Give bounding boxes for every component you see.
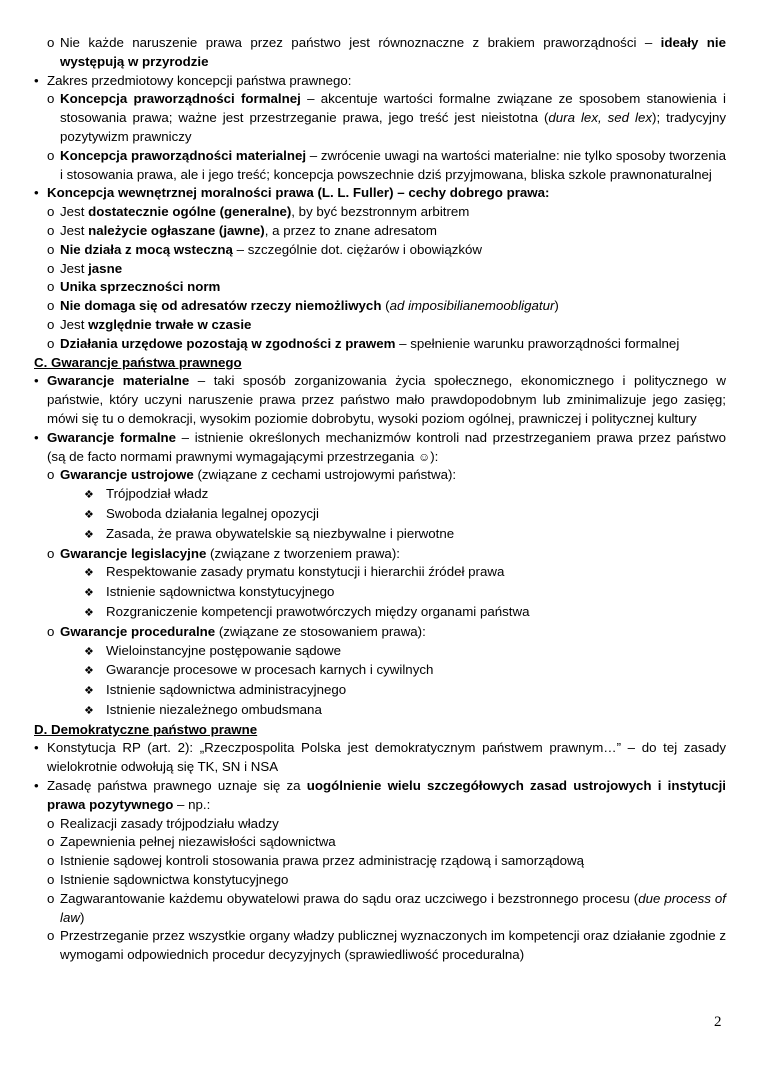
circle-bullet-icon: o	[47, 260, 55, 276]
circle-bullet-icon: o	[47, 890, 55, 906]
text-run: Swoboda działania legalnej opozycji	[106, 505, 319, 521]
diamond-item	[34, 505, 726, 525]
bullet-icon: •	[34, 429, 39, 445]
diamond-item	[34, 563, 726, 583]
text-run: )	[554, 298, 559, 314]
diamond-bullet-icon: ❖	[84, 489, 94, 502]
circle-bullet-icon: o	[47, 147, 55, 163]
diamond-bullet-icon: ❖	[84, 587, 94, 600]
bullet-icon: •	[34, 778, 39, 794]
diamond-item	[34, 681, 726, 701]
text-run: – akcentuje wartości formalne związane ze sposobem stanowienia i stosowania prawa; ważne jest przestrzeganie prawa, jego treść jest nieistotna (	[60, 91, 726, 126]
sub-item	[34, 297, 726, 316]
diamond-bullet-icon: ❖	[84, 704, 94, 717]
text-run: Istnienie sądownictwa administracyjnego	[106, 682, 347, 698]
text-run: Zasada, że prawa obywatelskie są niezbywalne i pierwotne	[106, 525, 455, 541]
text-run: Jest	[60, 204, 89, 220]
text-run: Przestrzeganie przez wszystkie organy władzy publicznej wyznaczonych im kompetencji oraz działanie zgodnie z wymogami odpowiednich procedur decyzyjnych (sprawiedliwość proceduralna)	[60, 928, 726, 963]
text-run: Wieloinstancyjne postępowanie sądowe	[106, 642, 342, 658]
sub-item	[34, 890, 726, 928]
text-run: D. Demokratyczne państwo prawne	[34, 721, 258, 737]
text-run: Istnienie sądowej kontroli stosowania prawa przez administrację rządową i samorządową	[60, 853, 584, 869]
text-run: Respektowanie zasady prymatu konstytucji i hierarchii źródeł prawa	[106, 564, 505, 580]
diamond-item	[34, 701, 726, 721]
bullet-icon: •	[34, 185, 39, 201]
bullet-item	[34, 739, 726, 777]
bullet-icon: •	[34, 373, 39, 389]
diamond-bullet-icon: ❖	[84, 606, 94, 619]
text-run: Gwarancje formalne	[47, 429, 177, 445]
circle-bullet-icon: o	[47, 279, 55, 295]
circle-bullet-icon: o	[47, 872, 55, 888]
text-run: (związane z cechami ustrojowymi państwa):	[193, 467, 457, 483]
text-run: – istnienie określonych mechanizmów kontroli nad przestrzeganiem prawa przez państwo (są de facto normami prawnymi wymagającymi przestrzegania	[47, 429, 727, 464]
circle-bullet-icon: o	[47, 35, 55, 50]
diamond-item	[34, 661, 726, 681]
text-run: Gwarancje ustrojowe	[60, 467, 194, 483]
bullet-item	[34, 777, 726, 815]
bullet-icon: •	[34, 740, 39, 756]
text-run: Jest	[60, 316, 89, 332]
sub-item	[34, 623, 726, 642]
sub-item	[34, 871, 726, 890]
text-run: Działania urzędowe pozostają w zgodności z prawem	[60, 335, 396, 351]
sub-item	[34, 260, 726, 279]
text-run: ad imposibilianemoobligatur	[389, 298, 555, 314]
diamond-bullet-icon: ❖	[84, 528, 94, 541]
page-number: 2	[714, 1014, 722, 1030]
text-run: Zapewnienia pełnej niezawisłości sądownictwa	[60, 834, 336, 850]
sub-item	[34, 316, 726, 335]
text-run: – zwrócenie uwagi na wartości materialne: nie tylko sposoby tworzenia i stosowania prawa, ale i jego treść; koncepcja powszechnie dziś przyjmowana, bliska szkole prawnonaturalnej	[60, 147, 726, 182]
section-heading	[34, 721, 726, 740]
sub-item	[34, 335, 726, 354]
circle-bullet-icon: o	[47, 545, 55, 561]
circle-bullet-icon: o	[47, 298, 55, 314]
circle-bullet-icon: o	[47, 316, 55, 332]
sub-item	[34, 852, 726, 871]
text-run: – spełnienie warunku praworządności formalnej	[395, 335, 680, 351]
text-run: Koncepcja praworządności materialnej	[60, 147, 307, 163]
sub-item	[34, 147, 726, 185]
circle-bullet-icon: o	[47, 241, 55, 257]
text-run: Jest	[60, 222, 89, 238]
text-run: należycie ogłaszane (jawne)	[88, 222, 265, 238]
document-page	[34, 34, 726, 965]
text-run: Zagwarantowanie każdemu obywatelowi prawa do sądu oraz uczciwego i bezstronnego procesu (	[60, 890, 639, 906]
sub-item	[34, 815, 726, 834]
text-run: Gwarancje proceduralne	[60, 623, 216, 639]
text-run: Koncepcja wewnętrznej moralności prawa (L. L. Fuller) – cechy dobrego prawa:	[47, 185, 550, 201]
section-heading	[34, 354, 726, 373]
text-run: , by być bezstronnym arbitrem	[291, 204, 470, 220]
text-run: Istnienie niezależnego ombudsmana	[106, 701, 322, 717]
text-run: Jest	[60, 260, 89, 276]
text-run: – szczególnie dot. ciężarów i obowiązków	[232, 241, 483, 257]
circle-bullet-icon: o	[47, 815, 55, 831]
sub-item	[34, 927, 726, 965]
circle-bullet-icon: o	[47, 335, 55, 351]
circle-bullet-icon: o	[47, 853, 55, 869]
text-run: (związane z tworzeniem prawa):	[206, 545, 400, 561]
text-run: Koncepcja praworządności formalnej	[60, 91, 301, 107]
sub-item	[34, 90, 726, 146]
text-run: , a przez to znane adresatom	[264, 222, 437, 238]
sub-item	[34, 833, 726, 852]
text-run: Gwarancje materialne	[47, 373, 190, 389]
text-run: Nie domaga się od adresatów rzeczy niemożliwych	[60, 298, 382, 314]
text-run: Zakres przedmiotowy koncepcji państwa prawnego:	[47, 72, 352, 88]
text-run: C. Gwarancje państwa prawnego	[34, 354, 242, 370]
diamond-bullet-icon: ❖	[84, 508, 94, 521]
text-run: (	[381, 298, 390, 314]
text-run: due process of law	[60, 890, 726, 925]
text-run: względnie trwałe w czasie	[88, 316, 252, 332]
text-run: dostatecznie ogólne (generalne)	[88, 204, 292, 220]
text-run: ); tradycyjny pozytywizm prawniczy	[60, 110, 726, 144]
sub-item	[34, 222, 726, 241]
text-run: – np.:	[173, 796, 211, 812]
text-run: – taki sposób zorganizowania życia społecznego, ekonomicznego i politycznego w państwie, który uczyni naruszenie prawa przez państwo mało prawdopodobnym lub zminimalizuje jego zasięg; mówi się tu o demokracji, wysokim poziomie dobrobytu, wysoki poziom ogólnej, prawniczej i politycznej kultury	[47, 373, 727, 426]
circle-bullet-icon: o	[47, 467, 55, 483]
diamond-bullet-icon: ❖	[84, 645, 94, 658]
diamond-bullet-icon: ❖	[84, 665, 94, 678]
text-run: Gwarancje legislacyjne	[60, 545, 207, 561]
text-run: (związane ze stosowaniem prawa):	[215, 623, 426, 639]
sub-item	[34, 203, 726, 222]
text-run: Konstytucja RP (art. 2): „Rzeczpospolita Polska jest demokratycznym państwem prawnym…” – do tej zasady wielokrotnie odwołują się TK, SN i NSA	[47, 740, 726, 775]
text-run: Trójpodział władz	[106, 486, 209, 502]
circle-bullet-icon: o	[47, 623, 55, 639]
circle-bullet-icon: o	[47, 834, 55, 850]
text-run: Unika sprzeczności norm	[60, 279, 221, 295]
diamond-bullet-icon: ❖	[84, 685, 94, 698]
circle-bullet-icon: o	[47, 204, 55, 220]
text-run: )	[79, 909, 85, 925]
text-run: Zasadę państwa prawnego uznaje się za	[47, 778, 307, 794]
text-run: Gwarancje procesowe w procesach karnych i cywilnych	[106, 662, 434, 678]
text-run: Nie działa z mocą wsteczną	[60, 241, 233, 257]
diamond-item	[34, 525, 726, 545]
circle-bullet-icon: o	[47, 222, 55, 238]
circle-bullet-icon: o	[47, 928, 55, 944]
text-run: Nie każde naruszenie prawa przez państwo jest równoznaczne z brakiem praworządności –	[60, 35, 661, 50]
diamond-item	[34, 642, 726, 662]
sub-item	[34, 545, 726, 564]
smiley-icon: ☺	[417, 449, 431, 464]
sub-item	[34, 241, 726, 260]
circle-bullet-icon: o	[47, 91, 55, 107]
bullet-item	[34, 184, 726, 203]
text-run: dura lex, sed lex	[548, 110, 653, 126]
diamond-item	[34, 583, 726, 603]
text-run: Istnienie sądownictwa konstytucyjnego	[106, 584, 335, 600]
sub-item	[34, 466, 726, 485]
sub-item	[34, 278, 726, 297]
diamond-item	[34, 485, 726, 505]
sub-item	[34, 34, 726, 72]
text-run: Rozgraniczenie kompetencji prawotwórczych między organami państwa	[106, 603, 530, 619]
text-run: ):	[430, 448, 439, 464]
bullet-item	[34, 372, 726, 428]
text-run: uogólnienie wielu szczegółowych zasad ustrojowych i instytucji prawa pozytywnego	[47, 778, 727, 812]
text-run: ideały nie występują w przyrodzie	[60, 35, 726, 69]
bullet-item	[34, 429, 726, 467]
bullet-item	[34, 72, 726, 91]
diamond-bullet-icon: ❖	[84, 567, 94, 580]
text-run: jasne	[88, 260, 123, 276]
text-run: Realizacji zasady trójpodziału władzy	[60, 815, 279, 831]
diamond-item	[34, 603, 726, 623]
bullet-icon: •	[34, 72, 39, 88]
text-run: Istnienie sądownictwa konstytucyjnego	[60, 872, 289, 888]
